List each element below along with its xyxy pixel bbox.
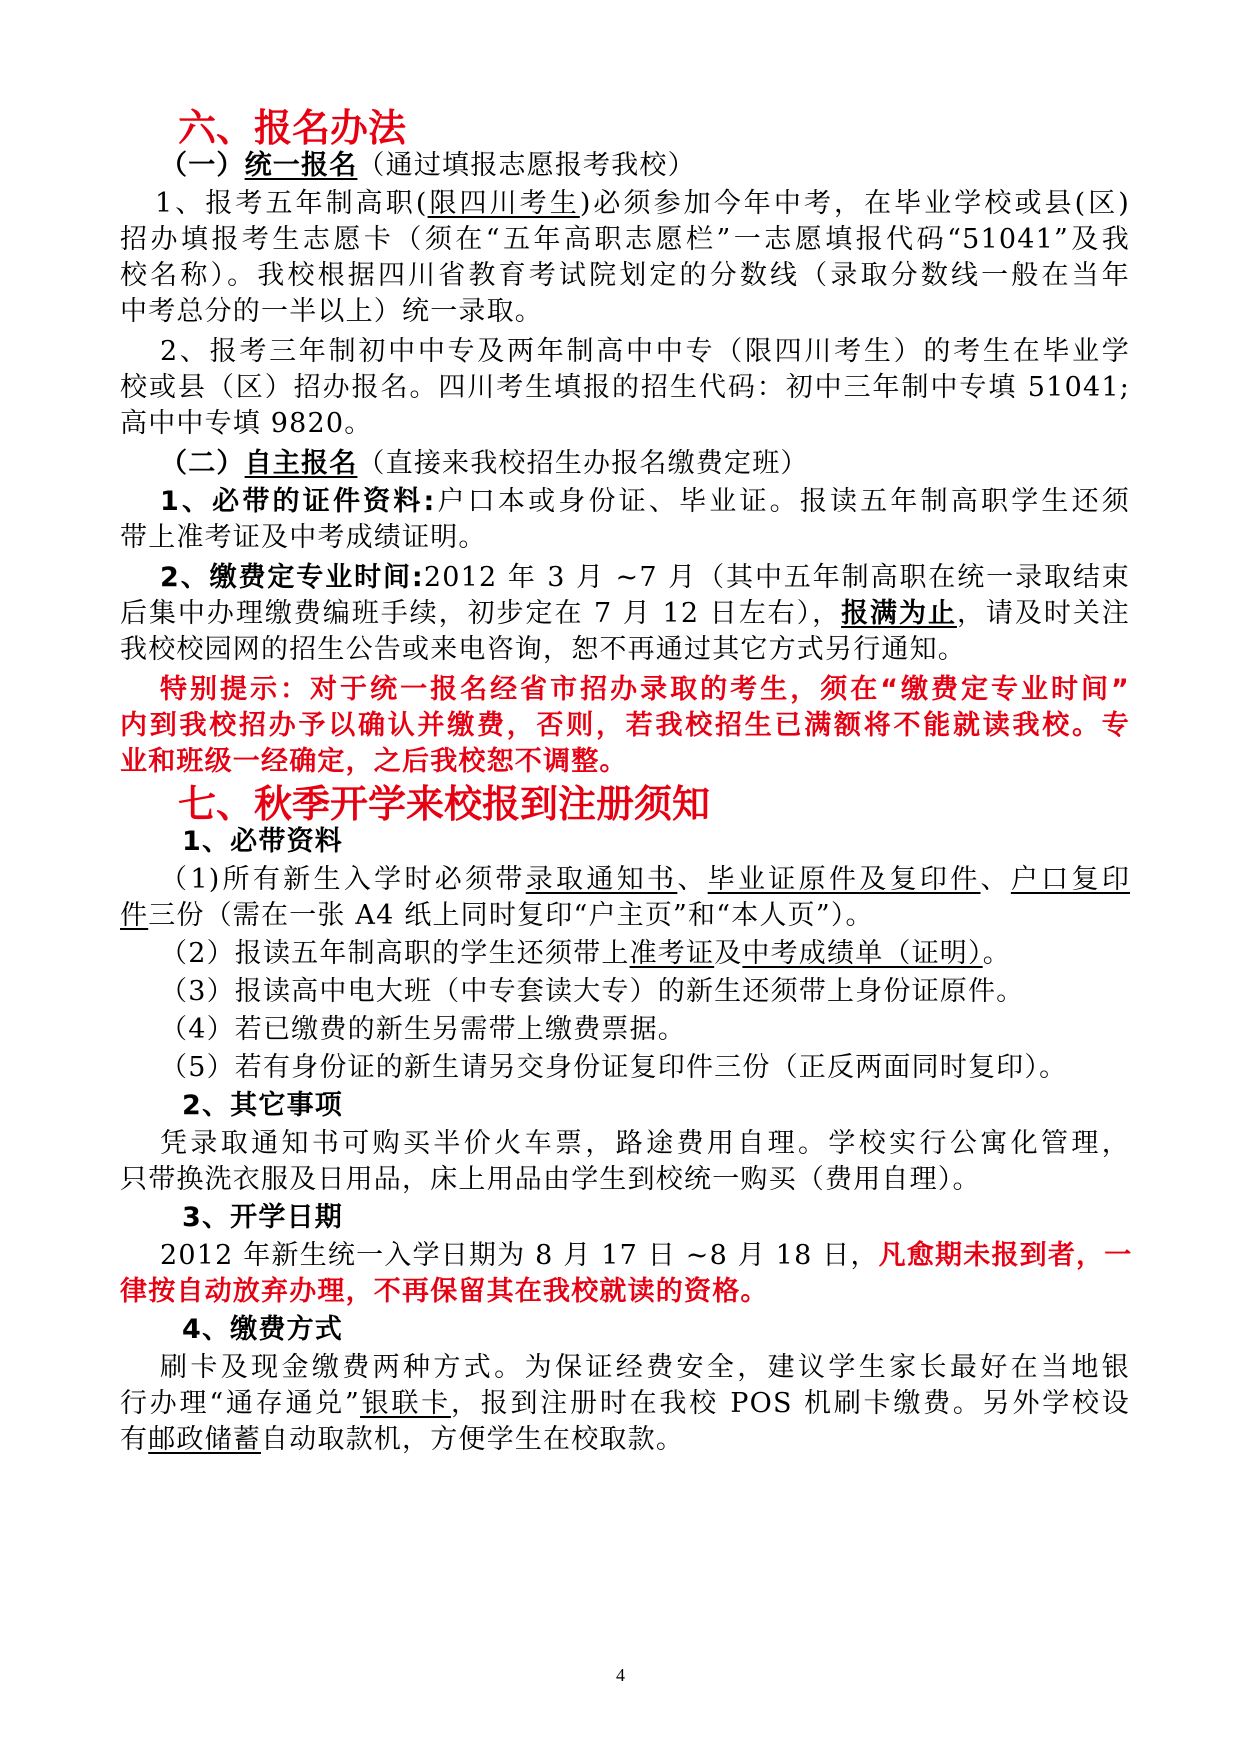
- list-item: （2）报读五年制高职的学生还须带上准考证及中考成绩单（证明）。: [160, 938, 1011, 969]
- section-6-title: 六、报名办法: [178, 106, 407, 150]
- paragraph-line: 校或县（区）招办报名。四川考生填报的招生代码：初中三年制中专填 51041;: [120, 372, 1130, 403]
- paragraph-line: 后集中办理缴费编班手续，初步定在 7 月 12 日左右），报满为止，请及时关注: [120, 598, 1130, 629]
- paragraph-line: 2、报考三年制初中中专及两年制高中中专（限四川考生）的考生在毕业学: [160, 336, 1130, 367]
- subsection-unified-registration: （一）统一报名（通过填报志愿报考我校）: [160, 150, 696, 181]
- paragraph-line: 行办理“通存通兑”银联卡，报到注册时在我校 POS 机刷卡缴费。另外学校设: [120, 1388, 1131, 1419]
- paragraph-line: 1、报考五年制高职(限四川考生)必须参加今年中考，在毕业学校或县(区): [155, 188, 1131, 219]
- special-notice-line: 特别提示：对于统一报名经省市招办录取的考生，须在“缴费定专业时间”: [160, 674, 1130, 705]
- subsection-other-matters: 2、其它事项: [182, 1090, 343, 1121]
- page-number: 4: [616, 1665, 625, 1685]
- paragraph-line: 2、缴费定专业时间:2012 年 3 月 ~7 月（其中五年制高职在统一录取结束: [160, 562, 1130, 593]
- unified-registration-label: 统一报名: [244, 150, 358, 181]
- paragraph-line: 我校校园网的招生公告或来电咨询，恕不再通过其它方式另行通知。: [120, 634, 966, 665]
- paragraph-line: 1、必带的证件资料:户口本或身份证、毕业证。报读五年制高职学生还须: [160, 486, 1130, 517]
- paragraph-line: 中考总分的一半以上）统一录取。: [120, 296, 543, 327]
- subsection-self-registration: （二）自主报名（直接来我校招生办报名缴费定班）: [160, 448, 809, 479]
- self-registration-label: 自主报名: [244, 448, 358, 479]
- paragraph-line: 招办填报考生志愿卡（须在“五年高职志愿栏”一志愿填报代码“51041”及我: [120, 224, 1130, 255]
- paragraph-line: 2012 年新生统一入学日期为 8 月 17 日 ~8 月 18 日，凡愈期未报到者，一: [160, 1240, 1133, 1271]
- paragraph-line: 带上准考证及中考成绩证明。: [120, 522, 487, 553]
- list-item: （1)所有新生入学时必须带录取通知书、毕业证原件及复印件、户口复印: [160, 864, 1131, 895]
- subsection-required-materials: 1、必带资料: [182, 826, 343, 857]
- list-item: （5）若有身份证的新生请另交身份证复印件三份（正反两面同时复印）。: [160, 1052, 1068, 1083]
- paragraph-line: 律按自动放弃办理，不再保留其在我校就读的资格。: [120, 1276, 769, 1307]
- special-notice-line: 业和班级一经确定，之后我校恕不调整。: [120, 746, 628, 777]
- subsection-start-date: 3、开学日期: [182, 1202, 343, 1233]
- special-notice-line: 内到我校招办予以确认并缴费，否则，若我校招生已满额将不能就读我校。专: [120, 710, 1130, 741]
- paragraph-line: 校名称）。我校根据四川省教育考试院划定的分数线（录取分数线一般在当年: [120, 260, 1130, 291]
- paragraph-line: 有邮政储蓄自动取款机，方便学生在校取款。: [120, 1424, 685, 1455]
- paragraph-line: 刷卡及现金缴费两种方式。为保证经费安全，建议学生家长最好在当地银: [160, 1352, 1130, 1383]
- until-full-emphasis: 报满为止: [841, 598, 957, 629]
- section-7-title: 七、秋季开学来校报到注册须知: [178, 782, 711, 826]
- paragraph-line: 凭录取通知书可购买半价火车票，路途费用自理。学校实行公寓化管理，: [160, 1128, 1130, 1159]
- list-item: （3）报读高中电大班（中专套读大专）的新生还须带上身份证原件。: [160, 976, 1025, 1007]
- list-item: 件三份（需在一张 A4 纸上同时复印“户主页”和“本人页”）。: [120, 900, 874, 931]
- list-item: （4）若已缴费的新生另需带上缴费票据。: [160, 1014, 686, 1045]
- paragraph-line: 只带换洗衣服及日用品，床上用品由学生到校统一购买（费用自理）。: [120, 1164, 981, 1195]
- paragraph-line: 高中中专填 9820。: [120, 408, 373, 439]
- subsection-payment-method: 4、缴费方式: [182, 1314, 343, 1345]
